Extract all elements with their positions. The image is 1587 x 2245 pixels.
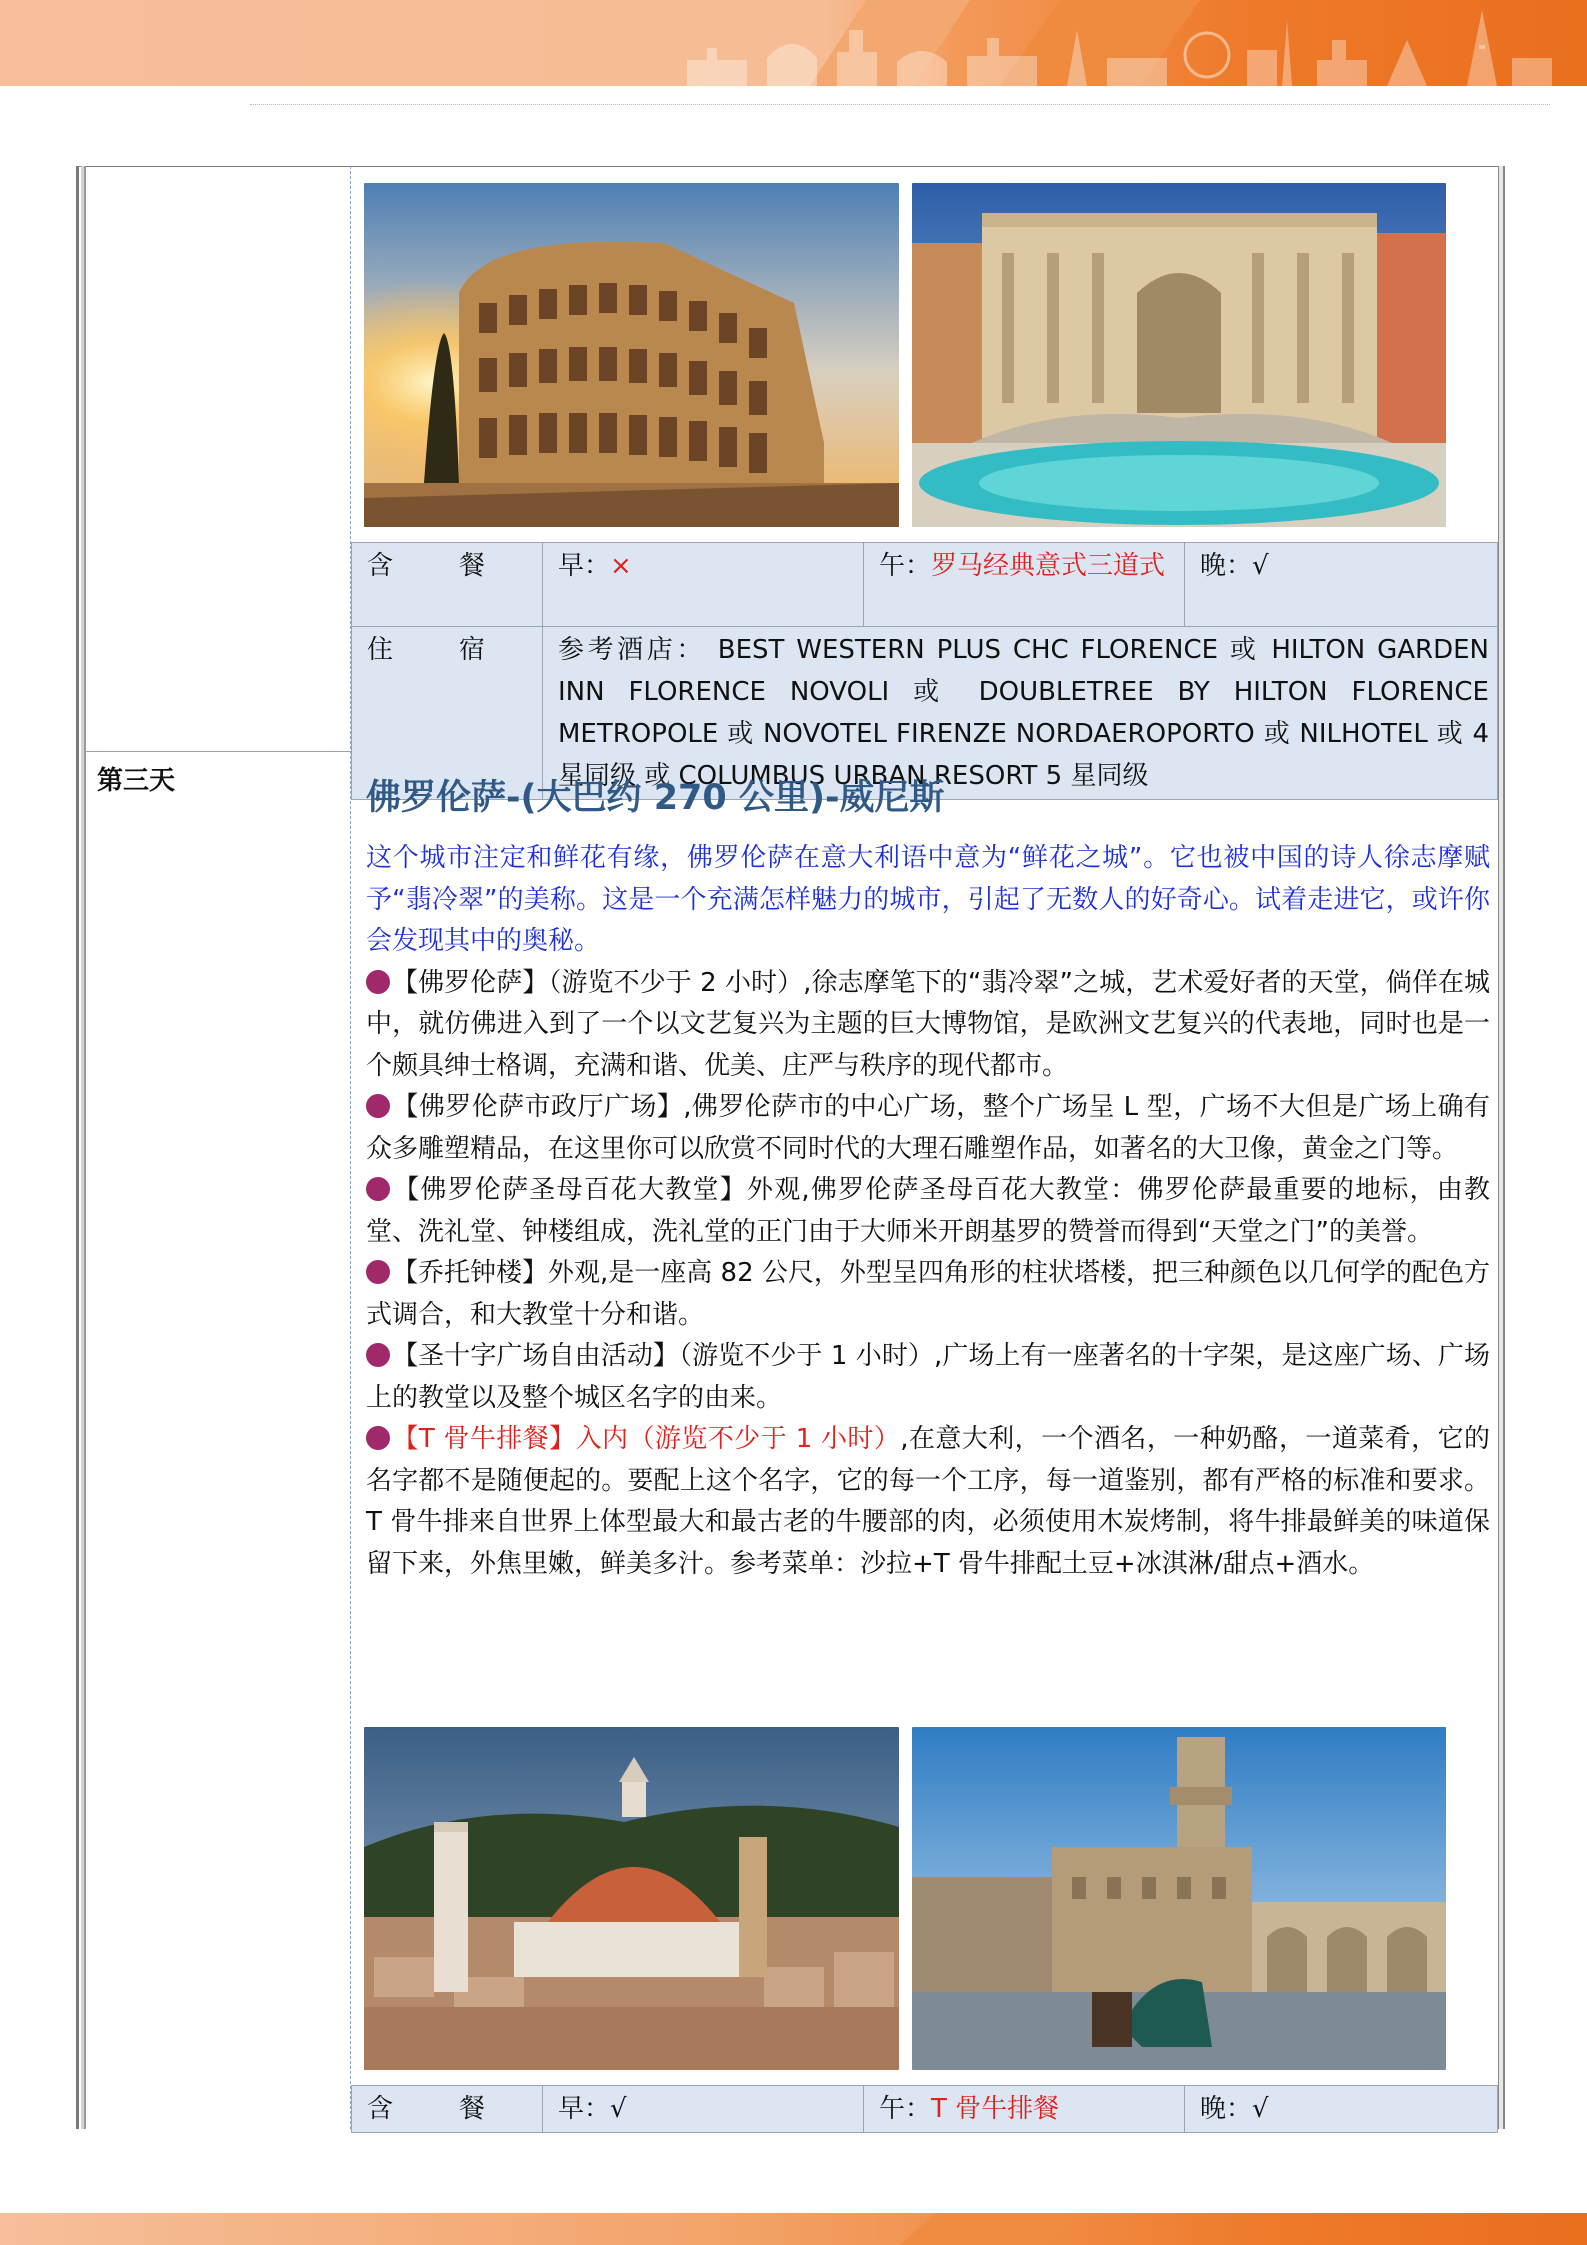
breakfast-cell: 早：× [543,543,864,627]
day-content [366,838,1490,1585]
bullet-icon [366,1177,390,1201]
header-divider [250,104,1550,105]
hotel-text: 参考酒店： BEST WESTERN PLUS CHC FLORENCE 或 HILTON GARDEN INN FLORENCE NOVOLI 或 DOUBLETREE BY HILTON FLORENCE METROPOLE 或 NOVOTEL FIRENZE NORDAEROPORTO 或 NILHOTEL 或 4 星同级 或 COLUMBUS URBAN RESORT 5 星同级 [543,627,1498,800]
steak-item: 【T 骨牛排餐】入内（游览不少于 1 小时）,在意大利，一个酒名，一种奶酪，一道菜肴，它的名字都不是随便起的。要配上这个名字，它的每一个工序，每一道鉴别，都有严格的标准和要求。T 骨牛排来自世界上体型最大和最古老的牛腰部的肉，必须使用木炭烤制，将牛排最鲜美的味道保留下来，外焦里嫩，鲜美多汁。参考菜单：沙拉+T 骨牛排配土豆+冰淇淋/甜点+酒水。 [366,1424,1491,1579]
breakfast-value: × [610,551,632,581]
attraction-item: 【佛罗伦萨市政厅广场】,佛罗伦萨市的中心广场，整个广场呈 L 型，广场不大但是广场上确有众多雕塑精品，在这里你可以欣赏不同时代的大理石雕塑作品，如著名的大卫像，黄金之门等。 [366,1092,1490,1164]
attraction-item: 【乔托钟楼】外观,是一座高 82 公尺，外型呈四角形的柱状塔楼，把三种颜色以几何学的配色方式调合，和大教堂十分和谐。 [366,1258,1490,1330]
day2-info-table [351,542,1498,800]
lunch-value: 罗马经典意式三道式 [931,551,1166,581]
day-label: 第三天 [97,766,176,796]
bullet-icon [366,1343,390,1367]
dinner-cell: 晚：√ [1185,543,1498,627]
meals-row [352,543,1498,627]
steak-name: 【T 骨牛排餐】入内（游览不少于 1 小时） [392,1424,901,1454]
meals-label: 含 餐 [352,543,543,627]
lunch-cell: 午：罗马经典意式三道式 [864,543,1185,627]
table-right-border [1498,166,1505,2129]
column-divider [350,166,351,2129]
city-skyline-icon [667,0,1567,86]
intro-text: 这个城市注定和鲜花有缘，佛罗伦萨在意大利语中意为“鲜花之城”。它也被中国的诗人徐志摩赋予“翡冷翠”的美称。这是一个充满怎样魅力的城市，引起了无数人的好奇心。试着走进它，或许你会发现其中的奥秘。 [366,843,1490,956]
dinner-cell: 晚：√ [1185,2086,1498,2133]
trevi-fountain-photo [912,183,1446,527]
meals-row [352,2086,1498,2133]
day-title: 佛罗伦萨-(大巴约 270 公里)-威尼斯 [366,778,945,818]
lunch-value: T 骨牛排餐 [931,2094,1060,2124]
lunch-cell: 午：T 骨牛排餐 [864,2086,1185,2133]
table-left-border [76,166,86,2129]
bullet-icon [366,970,390,994]
colosseum-photo [364,183,899,527]
palazzo-vecchio-photo [912,1727,1446,2070]
day3-info-table [351,2085,1498,2133]
meals-label: 含 餐 [352,2086,543,2133]
breakfast-cell: 早：√ [543,2086,864,2133]
top-banner [0,0,1587,86]
attraction-item: 【佛罗伦萨圣母百花大教堂】外观,佛罗伦萨圣母百花大教堂：佛罗伦萨最重要的地标，由教堂、洗礼堂、钟楼组成，洗礼堂的正门由于大师米开朗基罗的赞誉而得到“天堂之门”的美誉。 [366,1175,1490,1247]
bullet-icon [366,1094,390,1118]
attraction-item: 【佛罗伦萨】（游览不少于 2 小时）,徐志摩笔下的“翡冷翠”之城，艺术爱好者的天堂，倘佯在城中，就仿佛进入到了一个以文艺复兴为主题的巨大博物馆，是欧洲文艺复兴的代表地，同时也是一个颇具绅士格调，充满和谐、优美、庄严与秩序的现代都市。 [366,967,1490,1081]
florence-duomo-photo [364,1727,899,2070]
table-top-border [76,166,1505,167]
bottom-banner [0,2213,1587,2245]
attraction-item: 【圣十字广场自由活动】（游览不少于 1 小时）,广场上有一座著名的十字架，是这座广场、广场上的教堂以及整个城区名字的由来。 [366,1341,1490,1413]
bullet-icon [366,1260,390,1284]
hotel-label: 住 宿 [352,627,543,800]
bullet-icon [366,1426,390,1450]
